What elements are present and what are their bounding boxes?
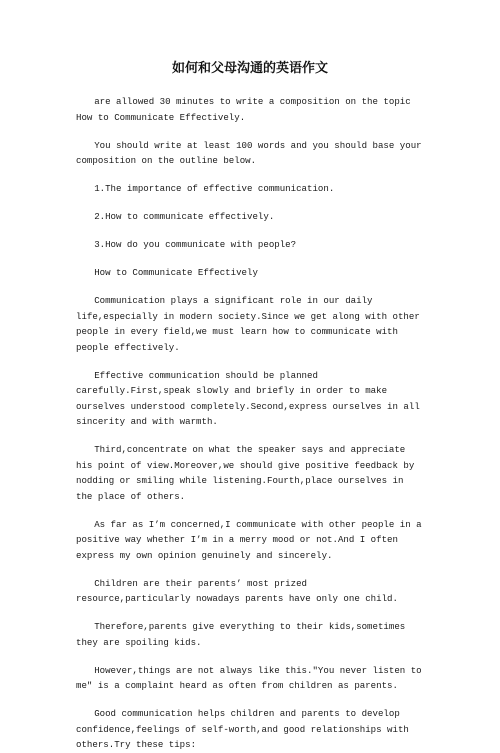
paragraph-personal: As far as I’m concerned,I communicate with other people in a positive way whether I’m in a merry mood or not.And I often express my own opinion genuinely and sincerely.	[76, 518, 422, 561]
paragraph-instructions: You should write at least 100 words and you should base your composition on the outline below.	[76, 139, 422, 166]
paragraph-planning: Effective communication should be planned carefully.First,speak slowly and briefly in order to make ourselves understood completely.Second,express ourselves in all sincerity and with warmth.	[76, 369, 420, 427]
paragraph-listening: Third,concentrate on what the speaker says and appreciate his point of view.Moreover,we should give positive feedback by nodding or smiling while listening.Fourth,place ourselves in the place of others.	[76, 444, 415, 502]
outline-item-2: 2.How to communicate effectively.	[94, 211, 275, 222]
paragraph-spoiling: Therefore,parents give everything to their kids,sometimes they are spoiling kids.	[76, 621, 406, 648]
outline-item-3: 3.How do you communicate with people?	[94, 239, 297, 250]
paragraph-children: Children are their parents’ most prized resource,particularly nowadays parents have only one child.	[76, 577, 398, 604]
outline-item-1: 1.The importance of effective communication.	[94, 183, 335, 194]
essay-heading: How to Communicate Effectively	[94, 267, 258, 278]
paragraph-importance: Communication plays a significant role in our daily life,especially in modern society.Since we get along with other people in every field,we must learn how to communicate with people effectively.	[76, 295, 420, 353]
document-title: 如何和父母沟通的英语作文	[171, 61, 328, 76]
paragraph-tips: Good communication helps children and parents to develop confidence,feelings of self-worth,and good relationships with others.Try these tips:	[76, 708, 409, 750]
paragraph-intro: are allowed 30 minutes to write a composition on the topic How to Communicate Effectively.	[76, 96, 411, 123]
paragraph-complaint: However,things are not always like this."You never listen to me" is a complaint heard as often from children as parents.	[76, 664, 422, 691]
